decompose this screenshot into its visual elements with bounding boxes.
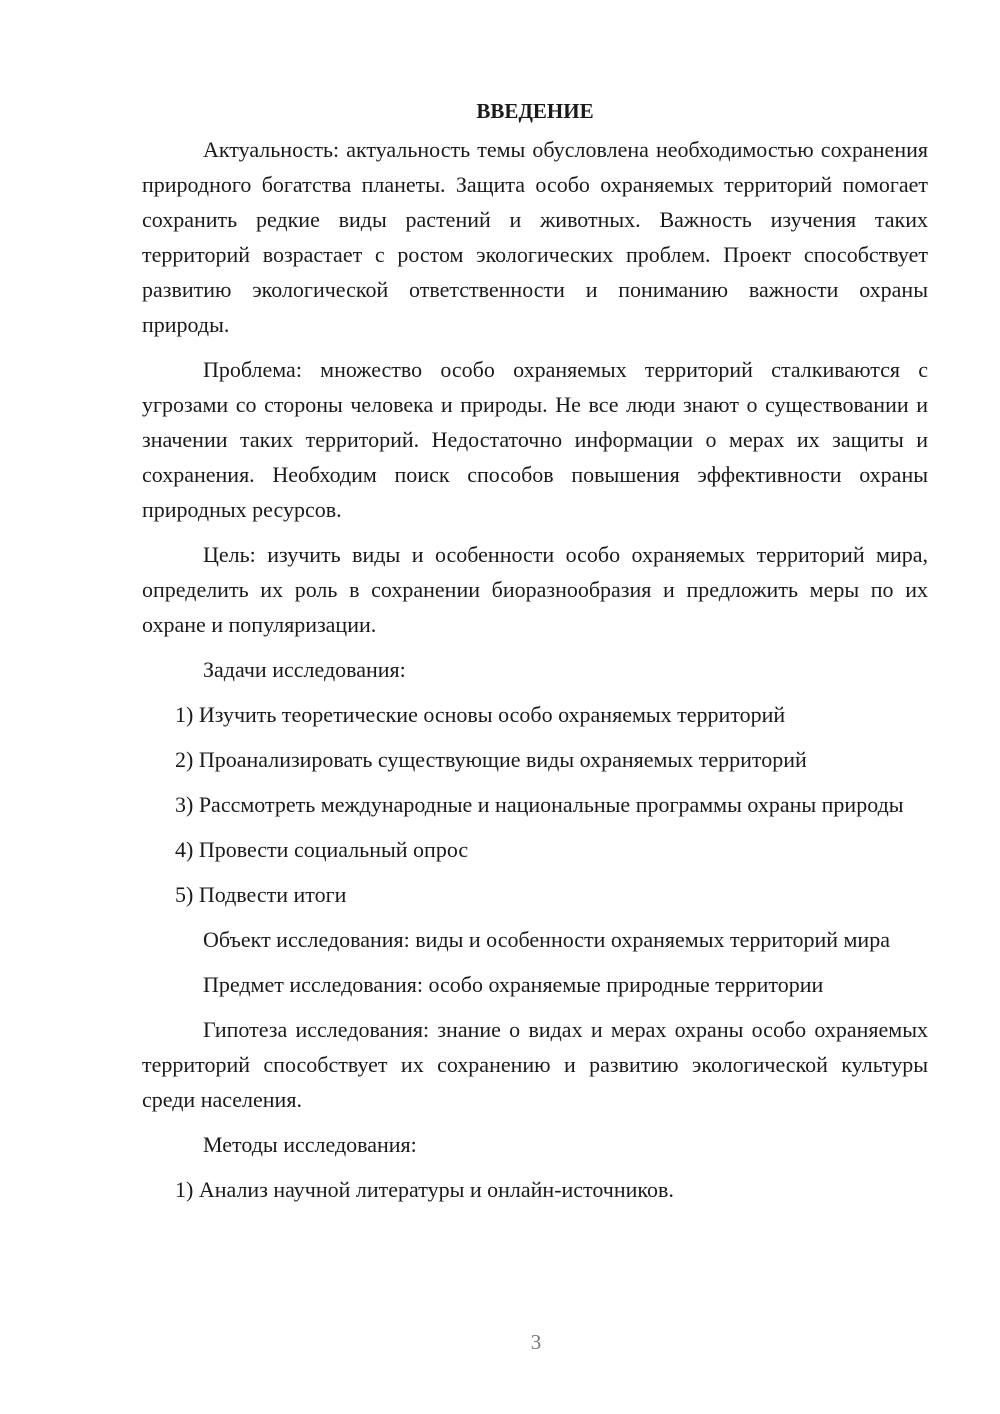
task-item: 4) Провести социальный опрос (175, 837, 469, 862)
task-item: 1) Изучить теоретические основы особо охраняемых территорий (175, 702, 786, 727)
methods-heading: Методы исследования: (203, 1132, 417, 1157)
goal-paragraph: Цель: изучить виды и особенности особо охраняемых территорий мира, определить их роль в сохранении биоразнообразия и предложить меры по их охране и популяризации. (142, 542, 928, 637)
subject-paragraph: Предмет исследования: особо охраняемые природные территории (203, 972, 824, 997)
page-number: 3 (530, 1330, 542, 1354)
hypothesis-paragraph: Гипотеза исследования: знание о видах и мерах охраны особо охраняемых территорий способствует их сохранению и развитию экологической культуры среди населения. (142, 1017, 928, 1112)
document-page (142, 96, 928, 1217)
object-paragraph: Объект исследования: виды и особенности охраняемых территорий мира (203, 927, 890, 952)
method-item: 1) Анализ научной литературы и онлайн-источников. (175, 1177, 674, 1202)
relevance-paragraph: Актуальность: актуальность темы обусловлена необходимостью сохранения природного богатства планеты. Защита особо охраняемых территорий помогает сохранить редкие виды растений и животных. Важность изучения таких территорий возрастает с ростом экологических проблем. Проект способствует развитию экологической ответственности и пониманию важности охраны природы. (142, 137, 928, 337)
document-title: ВВЕДЕНИЕ (476, 99, 594, 123)
tasks-heading: Задачи исследования: (203, 657, 406, 682)
task-item: 3) Рассмотреть международные и национальные программы охраны природы (175, 792, 904, 817)
task-item: 5) Подвести итоги (175, 882, 347, 907)
problem-paragraph: Проблема: множество особо охраняемых территорий сталкиваются с угрозами со стороны человека и природы. Не все люди знают о существовании и значении таких территорий. Недостаточно информации о мерах их защиты и сохранения. Необходим поиск способов повышения эффективности охраны природных ресурсов. (142, 357, 928, 522)
task-item: 2) Проанализировать существующие виды охраняемых территорий (175, 747, 807, 772)
